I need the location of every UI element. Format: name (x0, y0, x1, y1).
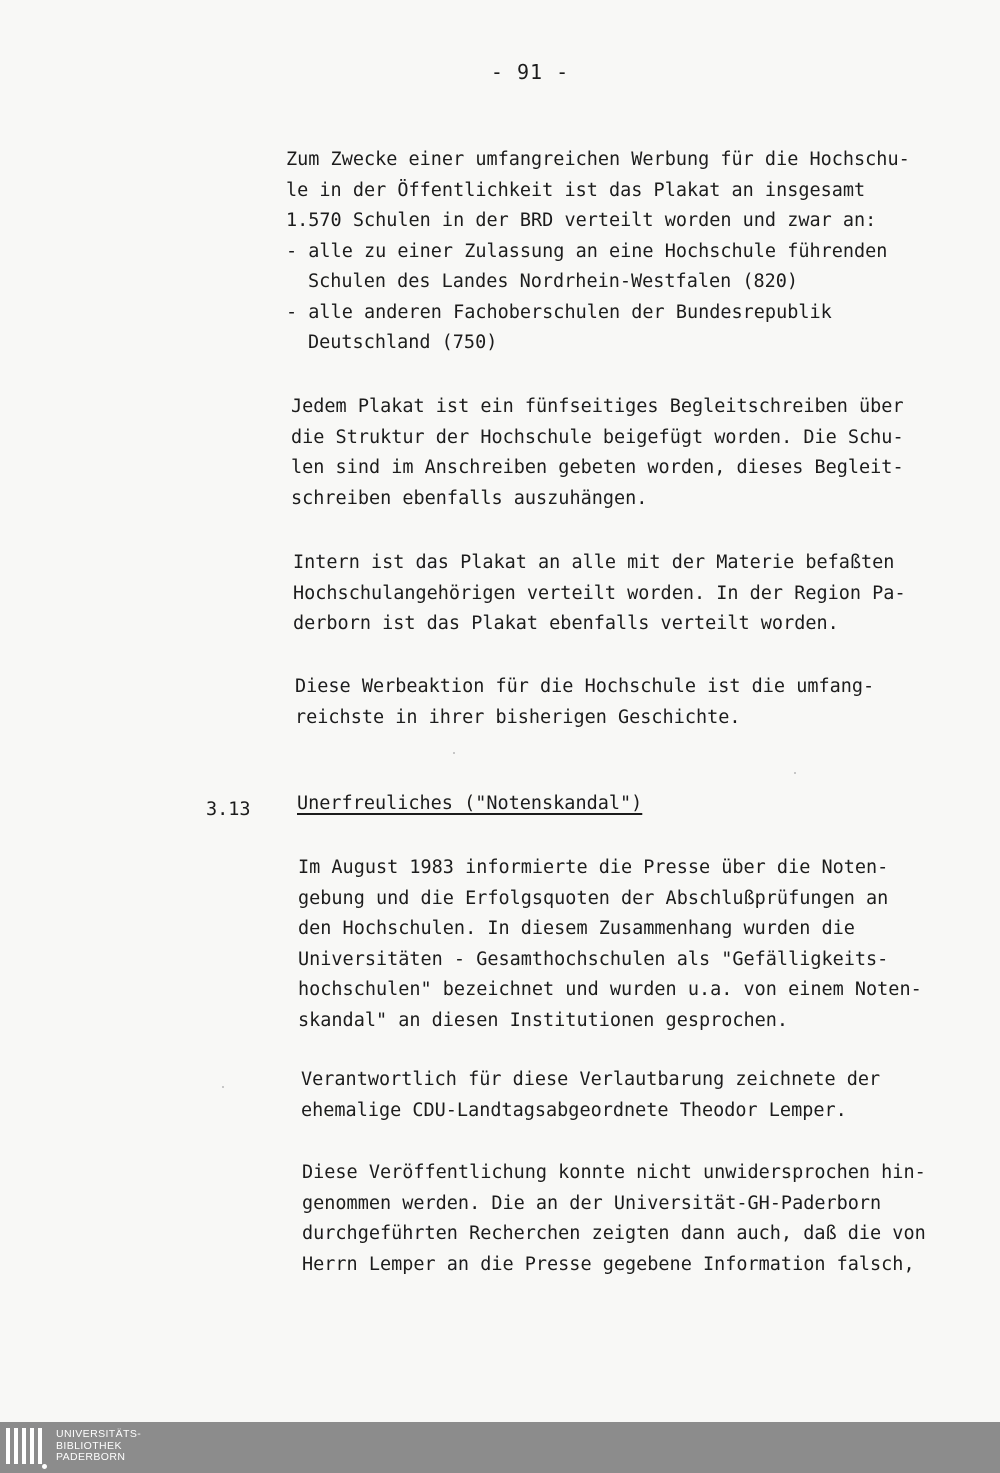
text-line: Hochschulangehörigen verteilt worden. In der Region Pa- (293, 582, 906, 604)
text-line: le in der Öffentlichkeit ist das Plakat an insgesamt (286, 179, 866, 201)
logo-text-line: UNIVERSITÄTS- (56, 1428, 142, 1440)
scan-speck (453, 752, 455, 754)
library-logo (6, 1428, 141, 1468)
text-line: hochschulen" bezeichnet und wurden u.a. von einem Noten- (298, 979, 922, 1000)
text-line: derborn ist das Plakat ebenfalls verteilt worden. (293, 613, 839, 634)
text-line: Zum Zwecke einer umfangreichen Werbung für die Hochschu- (286, 149, 910, 170)
paragraph-1 (286, 145, 910, 359)
text-line: skandal" an diesen Institutionen gesprochen. (298, 1009, 789, 1031)
text-line: durchgeführten Recherchen zeigten dann auch, daß die von (302, 1223, 926, 1244)
scan-speck (222, 1086, 224, 1088)
text-line: Herrn Lemper an die Presse gegebene Information falsch, (302, 1253, 915, 1275)
library-logo-icon (6, 1428, 48, 1468)
text-line: 1.570 Schulen in der BRD verteilt worden und zwar an: (286, 210, 877, 231)
text-line: Diese Werbeaktion für die Hochschule ist die umfang- (295, 676, 875, 697)
text-line: Universitäten - Gesamthochschulen als "Gefälligkeits- (298, 948, 889, 970)
text-line: Diese Veröffentlichung konnte nicht unwidersprochen hin- (302, 1162, 926, 1183)
logo-text-line: PADERBORN (56, 1451, 126, 1463)
bullet-line: - alle zu einer Zulassung an eine Hochschule führenden (286, 240, 888, 262)
paragraph-3 (293, 548, 906, 640)
text-line: Verantwortlich für diese Verlautbarung zeichnete der (301, 1069, 881, 1090)
paragraph-6 (301, 1065, 901, 1126)
text-line: die Struktur der Hochschule beigefügt worden. Die Schu- (291, 426, 904, 448)
library-footer-bar (0, 1422, 1000, 1473)
text-line: gebung und die Erfolgsquoten der Abschlußprüfungen an (298, 887, 889, 909)
library-logo-text (56, 1429, 141, 1464)
bullet-continuation: Deutschland (750) (308, 332, 498, 353)
page-number: - 91 - (490, 60, 570, 84)
text-line: Jedem Plakat ist ein fünfseitiges Begleitschreiben über (291, 396, 904, 417)
text-line: len sind im Anschreiben gebeten worden, dieses Begleit- (291, 457, 904, 478)
paragraph-5 (298, 853, 922, 1036)
section-heading: Unerfreuliches ("Notenskandal") (297, 793, 643, 814)
scan-speck (794, 772, 796, 774)
text-line: Im August 1983 informierte die Presse über die Noten- (298, 857, 889, 878)
bullet-line: - alle anderen Fachoberschulen der Bundesrepublik (286, 301, 832, 323)
paragraph-7 (302, 1158, 926, 1280)
bullet-continuation: Schulen des Landes Nordrhein-Westfalen (820) (308, 271, 799, 292)
text-line: Intern ist das Plakat an alle mit der Materie befaßten (293, 552, 895, 573)
section-number: 3.13 (206, 799, 251, 820)
paragraph-2 (291, 392, 904, 514)
text-line: den Hochschulen. In diesem Zusammenhang wurden die (298, 918, 855, 939)
paragraph-4 (295, 672, 895, 733)
text-line: schreiben ebenfalls auszuhängen. (291, 487, 648, 509)
text-line: genommen werden. Die an der Universität-GH-Paderborn (302, 1192, 882, 1214)
text-line: reichste in ihrer bisherigen Geschichte. (295, 706, 741, 728)
logo-text-line: BIBLIOTHEK (56, 1439, 122, 1452)
text-line: ehemalige CDU-Landtagsabgeordnete Theodor Lemper. (301, 1099, 847, 1121)
